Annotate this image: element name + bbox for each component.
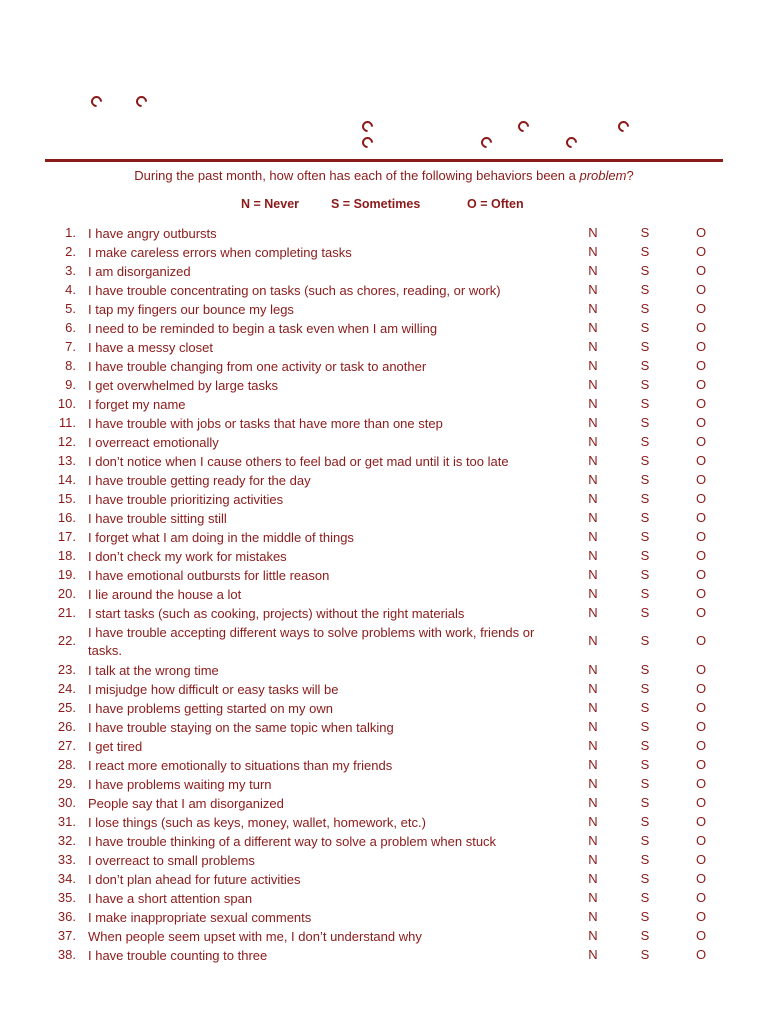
option-often[interactable]: O <box>695 301 707 316</box>
list-item <box>0 547 768 566</box>
item-number: 1. <box>65 225 76 240</box>
option-often[interactable]: O <box>695 586 707 601</box>
option-sometimes[interactable]: S <box>640 358 650 373</box>
header-radio-3[interactable] <box>360 119 376 135</box>
list-item <box>0 718 768 737</box>
item-number: 25. <box>57 700 76 715</box>
option-never[interactable]: N <box>588 833 598 848</box>
item-number: 7. <box>65 339 76 354</box>
item-number: 17. <box>57 529 76 544</box>
item-text: I have a short attention span <box>88 891 253 906</box>
option-never[interactable]: N <box>588 814 598 829</box>
item-number: 26. <box>57 719 76 734</box>
option-never[interactable]: N <box>588 795 598 810</box>
option-never[interactable]: N <box>588 434 598 449</box>
option-sometimes[interactable]: S <box>640 890 650 905</box>
item-text: I don’t check my work for mistakes <box>88 549 287 564</box>
legend-often: O = Often <box>467 197 524 211</box>
list-item <box>0 737 768 756</box>
option-never[interactable]: N <box>588 852 598 867</box>
list-item <box>0 243 768 262</box>
list-item <box>0 623 768 661</box>
option-never[interactable]: N <box>588 339 598 354</box>
option-sometimes[interactable]: S <box>640 415 650 430</box>
option-sometimes[interactable]: S <box>640 776 650 791</box>
option-often[interactable]: O <box>695 833 707 848</box>
item-number: 29. <box>57 776 76 791</box>
option-often[interactable]: O <box>695 700 707 715</box>
item-text: I have trouble counting to three <box>88 948 268 963</box>
item-text: I get tired <box>88 739 143 754</box>
header-radio-4[interactable] <box>516 119 532 135</box>
option-sometimes[interactable]: S <box>640 510 650 525</box>
item-number: 35. <box>57 890 76 905</box>
header-radio-6[interactable] <box>360 135 376 151</box>
option-never[interactable]: N <box>588 700 598 715</box>
item-number: 8. <box>65 358 76 373</box>
item-text: I react more emotionally to situations than my friends <box>88 758 393 773</box>
list-item <box>0 281 768 300</box>
list-item <box>0 585 768 604</box>
header-radio-2[interactable] <box>134 94 150 110</box>
item-number: 32. <box>57 833 76 848</box>
item-number: 2. <box>65 244 76 259</box>
option-sometimes[interactable]: S <box>640 681 650 696</box>
option-often[interactable]: O <box>695 757 707 772</box>
option-sometimes[interactable]: S <box>640 795 650 810</box>
list-item <box>0 851 768 870</box>
list-item <box>0 414 768 433</box>
item-number: 38. <box>57 947 76 962</box>
option-never[interactable]: N <box>588 719 598 734</box>
item-text: People say that I am disorganized <box>88 796 284 811</box>
item-number: 36. <box>57 909 76 924</box>
option-often[interactable]: O <box>695 472 707 487</box>
option-never[interactable]: N <box>588 453 598 468</box>
option-never[interactable]: N <box>588 548 598 563</box>
option-never[interactable]: N <box>588 320 598 335</box>
list-item <box>0 927 768 946</box>
option-never[interactable]: N <box>588 681 598 696</box>
item-number: 30. <box>57 795 76 810</box>
option-never[interactable]: N <box>588 282 598 297</box>
option-often[interactable]: O <box>695 453 707 468</box>
option-often[interactable]: O <box>695 567 707 582</box>
item-text: I make careless errors when completing tasks <box>88 245 352 260</box>
option-often[interactable]: O <box>695 396 707 411</box>
list-item <box>0 224 768 243</box>
item-number: 10. <box>57 396 76 411</box>
item-text: I forget my name <box>88 397 186 412</box>
item-text: I lose things (such as keys, money, wallet, homework, etc.) <box>88 815 426 830</box>
option-sometimes[interactable]: S <box>640 244 650 259</box>
item-text: I am disorganized <box>88 264 191 279</box>
option-never[interactable]: N <box>588 909 598 924</box>
option-never[interactable]: N <box>588 396 598 411</box>
item-number: 37. <box>57 928 76 943</box>
item-number: 24. <box>57 681 76 696</box>
item-text: I have problems waiting my turn <box>88 777 272 792</box>
item-text: I have trouble prioritizing activities <box>88 492 284 507</box>
item-text: I lie around the house a lot <box>88 587 242 602</box>
item-number: 21. <box>57 605 76 620</box>
item-text: I have trouble staying on the same topic when talking <box>88 720 394 735</box>
option-often[interactable]: O <box>695 928 707 943</box>
option-often[interactable]: O <box>695 814 707 829</box>
option-never[interactable]: N <box>588 377 598 392</box>
option-often[interactable]: O <box>695 320 707 335</box>
option-sometimes[interactable]: S <box>640 852 650 867</box>
legend-never: N = Never <box>241 197 300 211</box>
item-number: 5. <box>65 301 76 316</box>
option-sometimes[interactable]: S <box>640 928 650 943</box>
option-sometimes[interactable]: S <box>640 263 650 278</box>
option-sometimes[interactable]: S <box>640 700 650 715</box>
option-never[interactable]: N <box>588 947 598 962</box>
option-often[interactable]: O <box>695 339 707 354</box>
option-sometimes[interactable]: S <box>640 814 650 829</box>
item-number: 22. <box>57 633 76 648</box>
item-number: 6. <box>65 320 76 335</box>
list-item <box>0 604 768 623</box>
list-item <box>0 509 768 528</box>
list-item <box>0 889 768 908</box>
option-never[interactable]: N <box>588 510 598 525</box>
option-often[interactable]: O <box>695 776 707 791</box>
option-often[interactable]: O <box>695 909 707 924</box>
option-sometimes[interactable]: S <box>640 396 650 411</box>
item-text: I have trouble thinking of a different way to solve a problem when stuck <box>88 834 497 849</box>
list-item <box>0 357 768 376</box>
option-often[interactable]: O <box>695 947 707 962</box>
item-number: 19. <box>57 567 76 582</box>
option-often[interactable]: O <box>695 529 707 544</box>
option-often[interactable]: O <box>695 795 707 810</box>
option-often[interactable]: O <box>695 282 707 297</box>
item-text: I have emotional outbursts for little reason <box>88 568 330 583</box>
option-often[interactable]: O <box>695 415 707 430</box>
item-text: I have trouble concentrating on tasks (such as chores, reading, or work) <box>88 283 501 298</box>
option-often[interactable]: O <box>695 681 707 696</box>
option-often[interactable]: O <box>695 491 707 506</box>
list-item <box>0 528 768 547</box>
option-often[interactable]: O <box>695 510 707 525</box>
list-item <box>0 661 768 680</box>
item-text: I tap my fingers our bounce my legs <box>88 302 294 317</box>
list-item <box>0 756 768 775</box>
option-often[interactable]: O <box>695 434 707 449</box>
option-often[interactable]: O <box>695 377 707 392</box>
option-sometimes[interactable]: S <box>640 282 650 297</box>
list-item <box>0 433 768 452</box>
item-text: I have trouble with jobs or tasks that have more than one step <box>88 416 443 431</box>
option-sometimes[interactable]: S <box>640 719 650 734</box>
option-often[interactable]: O <box>695 871 707 886</box>
item-text: I have trouble sitting still <box>88 511 227 526</box>
option-sometimes[interactable]: S <box>640 947 650 962</box>
option-never[interactable]: N <box>588 225 598 240</box>
option-sometimes[interactable]: S <box>640 529 650 544</box>
item-number: 9. <box>65 377 76 392</box>
list-item <box>0 946 768 965</box>
list-item <box>0 300 768 319</box>
list-item <box>0 699 768 718</box>
option-never[interactable]: N <box>588 605 598 620</box>
header-radio-7[interactable] <box>479 135 495 151</box>
item-text: I have a messy closet <box>88 340 213 355</box>
option-often[interactable]: O <box>695 852 707 867</box>
option-often[interactable]: O <box>695 605 707 620</box>
question-prompt <box>0 168 768 183</box>
list-item <box>0 338 768 357</box>
option-sometimes[interactable]: S <box>640 586 650 601</box>
option-sometimes[interactable]: S <box>640 909 650 924</box>
list-item <box>0 775 768 794</box>
item-text: I have trouble accepting different ways to solve problems with work, friends or tasks. <box>88 625 535 658</box>
option-never[interactable]: N <box>588 567 598 582</box>
option-never[interactable]: N <box>588 633 598 648</box>
item-number: 31. <box>57 814 76 829</box>
item-number: 28. <box>57 757 76 772</box>
question-suffix: ? <box>626 168 634 183</box>
item-number: 27. <box>57 738 76 753</box>
option-never[interactable]: N <box>588 871 598 886</box>
option-never[interactable]: N <box>588 757 598 772</box>
option-sometimes[interactable]: S <box>640 605 650 620</box>
item-text: I have trouble getting ready for the day <box>88 473 311 488</box>
header-divider <box>45 159 723 162</box>
option-often[interactable]: O <box>695 738 707 753</box>
item-text: I need to be reminded to begin a task even when I am willing <box>88 321 438 336</box>
list-item <box>0 908 768 927</box>
item-text: I overreact to small problems <box>88 853 255 868</box>
option-never[interactable]: N <box>588 415 598 430</box>
option-often[interactable]: O <box>695 633 707 648</box>
item-text: I don’t plan ahead for future activities <box>88 872 301 887</box>
option-sometimes[interactable]: S <box>640 320 650 335</box>
item-number: 14. <box>57 472 76 487</box>
option-never[interactable]: N <box>588 244 598 259</box>
item-number: 23. <box>57 662 76 677</box>
option-often[interactable]: O <box>695 719 707 734</box>
option-sometimes[interactable]: S <box>640 633 650 648</box>
item-text: I have trouble changing from one activity or task to another <box>88 359 427 374</box>
option-sometimes[interactable]: S <box>640 833 650 848</box>
list-item <box>0 262 768 281</box>
list-item <box>0 319 768 338</box>
option-sometimes[interactable]: S <box>640 472 650 487</box>
option-often[interactable]: O <box>695 263 707 278</box>
item-text: I have problems getting started on my own <box>88 701 333 716</box>
item-text: I get overwhelmed by large tasks <box>88 378 279 393</box>
item-text: I make inappropriate sexual comments <box>88 910 312 925</box>
item-number: 16. <box>57 510 76 525</box>
header-radio-1[interactable] <box>89 94 105 110</box>
item-text: When people seem upset with me, I don’t understand why <box>88 929 422 944</box>
item-number: 3. <box>65 263 76 278</box>
option-never[interactable]: N <box>588 662 598 677</box>
option-sometimes[interactable]: S <box>640 377 650 392</box>
list-item <box>0 452 768 471</box>
option-sometimes[interactable]: S <box>640 871 650 886</box>
option-often[interactable]: O <box>695 662 707 677</box>
option-never[interactable]: N <box>588 263 598 278</box>
option-never[interactable]: N <box>588 491 598 506</box>
option-sometimes[interactable]: S <box>640 434 650 449</box>
list-item <box>0 870 768 889</box>
behavior-list <box>0 224 768 965</box>
option-sometimes[interactable]: S <box>640 491 650 506</box>
item-number: 4. <box>65 282 76 297</box>
item-text: I misjudge how difficult or easy tasks will be <box>88 682 339 697</box>
option-sometimes[interactable]: S <box>640 225 650 240</box>
item-text: I start tasks (such as cooking, projects) without the right materials <box>88 606 465 621</box>
option-often[interactable]: O <box>695 358 707 373</box>
option-often[interactable]: O <box>695 225 707 240</box>
header-radio-8[interactable] <box>564 135 580 151</box>
item-number: 34. <box>57 871 76 886</box>
option-sometimes[interactable]: S <box>640 548 650 563</box>
item-number: 18. <box>57 548 76 563</box>
item-text: I don’t notice when I cause others to feel bad or get mad until it is too late <box>88 454 509 469</box>
list-item <box>0 395 768 414</box>
legend-sometimes: S = Sometimes <box>331 197 421 211</box>
option-never[interactable]: N <box>588 586 598 601</box>
option-sometimes[interactable]: S <box>640 738 650 753</box>
option-never[interactable]: N <box>588 738 598 753</box>
list-item <box>0 490 768 509</box>
option-often[interactable]: O <box>695 244 707 259</box>
list-item <box>0 794 768 813</box>
list-item <box>0 566 768 585</box>
item-number: 20. <box>57 586 76 601</box>
option-never[interactable]: N <box>588 776 598 791</box>
option-often[interactable]: O <box>695 548 707 563</box>
option-sometimes[interactable]: S <box>640 301 650 316</box>
item-text: I talk at the wrong time <box>88 663 219 678</box>
item-text: I have angry outbursts <box>88 226 217 241</box>
option-sometimes[interactable]: S <box>640 757 650 772</box>
option-sometimes[interactable]: S <box>640 339 650 354</box>
option-never[interactable]: N <box>588 301 598 316</box>
option-never[interactable]: N <box>588 890 598 905</box>
list-item <box>0 813 768 832</box>
option-never[interactable]: N <box>588 928 598 943</box>
item-number: 15. <box>57 491 76 506</box>
option-sometimes[interactable]: S <box>640 453 650 468</box>
header-radio-5[interactable] <box>616 119 632 135</box>
list-item <box>0 471 768 490</box>
item-text: I overreact emotionally <box>88 435 219 450</box>
list-item <box>0 376 768 395</box>
option-never[interactable]: N <box>588 358 598 373</box>
question-prefix: During the past month, how often has each of the following behaviors been a <box>134 168 580 183</box>
option-often[interactable]: O <box>695 890 707 905</box>
item-text: I forget what I am doing in the middle of things <box>88 530 354 545</box>
item-number: 12. <box>57 434 76 449</box>
item-number: 13. <box>57 453 76 468</box>
list-item <box>0 832 768 851</box>
option-sometimes[interactable]: S <box>640 567 650 582</box>
list-item <box>0 680 768 699</box>
question-emphasis: problem <box>579 168 627 183</box>
option-never[interactable]: N <box>588 472 598 487</box>
option-sometimes[interactable]: S <box>640 662 650 677</box>
item-number: 33. <box>57 852 76 867</box>
item-number: 11. <box>58 415 76 430</box>
option-never[interactable]: N <box>588 529 598 544</box>
